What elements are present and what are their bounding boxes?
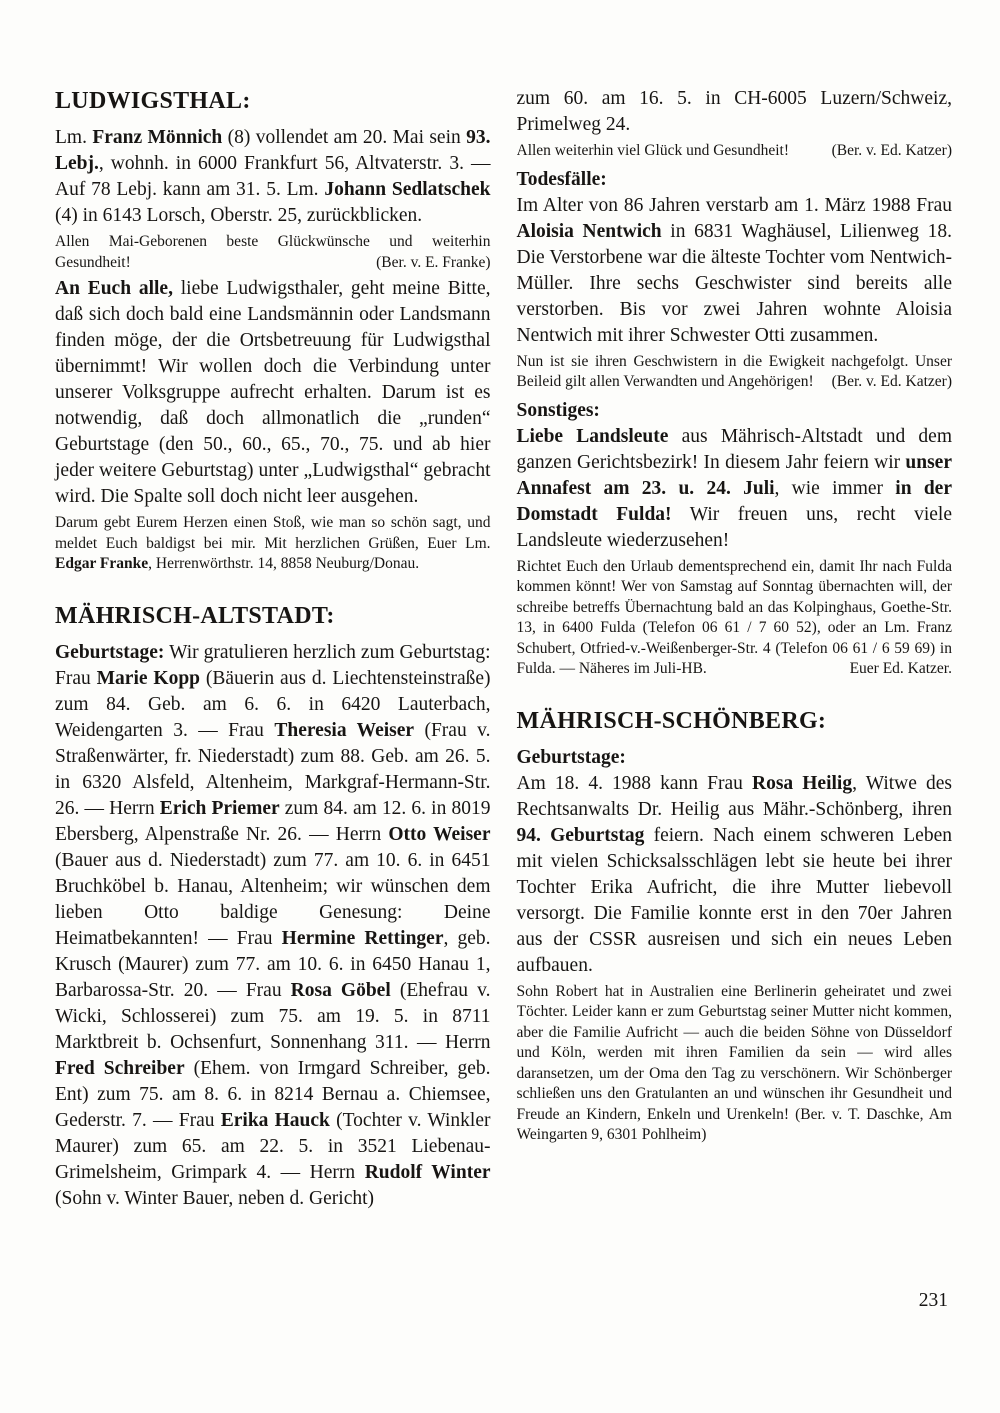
bold-text-run: Rosa Göbel — [290, 979, 391, 1001]
bold-text-run: Todesfälle: — [516, 168, 607, 190]
bold-text-run: Theresia Weiser — [274, 719, 415, 741]
text-run: (Bäuerin aus d. Liechtensteinstraße) zum 84. Geb. am 6. 6. in 6420 Lauterbach, Weidengarten 3. — Frau — [55, 667, 491, 741]
bold-text-run: Geburtstage: — [55, 641, 165, 663]
bold-text-run: Franz Mönnich — [92, 127, 223, 148]
text-run: (8) vollendet am 20. Mai sein — [222, 127, 467, 148]
left-small-4 — [55, 513, 491, 575]
bold-text-run: Geburtstage: — [516, 746, 626, 768]
right-subheading-5 — [517, 398, 953, 424]
bold-text-run: unser Annafest am 23. u. 24. Juli — [516, 451, 952, 499]
bold-text-run: Erika Hauck — [220, 1109, 330, 1131]
bold-text-run: Erich Priemer — [159, 797, 280, 819]
text-run: , wie immer — [774, 477, 896, 499]
bold-text-run: in der Domstadt Fulda! — [516, 477, 952, 525]
left-small-2 — [55, 232, 491, 273]
bold-text-run: Rosa Heilig — [751, 772, 853, 794]
text-run: , geb. Krusch (Maurer) zum 77. am 10. 6. in 6450 Hanau 1, Barbarossa-Str. 20. — Frau — [55, 927, 491, 1001]
text-run: MÄHRISCH-ALTSTADT: — [55, 602, 335, 629]
right-para-10 — [517, 771, 953, 979]
right-para-0 — [517, 86, 953, 138]
left-para-3 — [55, 276, 491, 510]
right-small-11 — [517, 982, 953, 1146]
attribution-text: Euer Ed. Katzer. — [849, 660, 952, 677]
bold-text-run: Johann Sedlatschek — [324, 179, 491, 200]
text-run: Sohn Robert hat in Australien eine Berlinerin geheiratet und zwei Töchter. Leider kann er zum Geburtstag seiner Mutter nicht kommen, aber die Familie Aufricht — auch die beiden Söhne von Düsseldorf und Köln, werden mit ihren Familien da sein — wird alles daransetzen, um der Oma den Tag zu verschönern. Wir Schönberger schließen uns den Gratulanten an und wünschen ihr Gesundheit und Freude an Kindern, Enkeln und Urenkeln! (Ber. v. T. Daschke, Am Weingarten 9, 6301 Pohlheim) — [516, 982, 952, 1143]
text-run: aus Mährisch-Altstadt und dem ganzen Gerichtsbezirk! In diesem Jahr feiern wir — [516, 425, 952, 473]
text-run: , Herrenwörthstr. 14, 8858 Neuburg/Donau. — [148, 555, 420, 572]
right-subheading-9 — [517, 745, 953, 771]
attribution-text: (Ber. v. Ed. Katzer) — [831, 142, 952, 159]
text-run: in 6831 Waghäusel, Lilienweg 18. Die Verstorbene war die älteste Tochter vom Nentwich-Müller. Ihre sechs Geschwister sind bereits alle verstorben. Bis vor zwei Jahren wohnte Aloisia Nentwich mit ihrer Schwester Otti zusammen. — [516, 220, 953, 346]
bold-text-run: Edgar Franke — [55, 555, 149, 572]
right-para-6 — [517, 424, 953, 554]
page-number: 231 — [918, 1290, 948, 1311]
right-para-3 — [517, 193, 953, 349]
text-run: zum 84. am 12. 6. in 8019 Ebersberg, Alpenstraße Nr. 26. — Herrn — [55, 797, 491, 845]
text-run: , wohnh. in 6000 Frankfurt 56, Altvaterstr. 3. — Auf 78 Lebj. kann am 31. 5. Lm. — [55, 153, 491, 200]
bold-text-run: 93. Lebj. — [55, 127, 491, 174]
bold-text-run: 94. Geburtstag — [516, 824, 645, 846]
attribution-text: (Ber. v. E. Franke) — [376, 253, 491, 271]
text-run: , Witwe des Rechtsanwalts Dr. Heilig aus Mähr.-Schönberg, ihren — [516, 772, 953, 820]
text-run: Lm. — [55, 127, 93, 148]
text-run: Allen Mai-Geborenen beste Glückwünsche und weiterhin Gesundheit! — [55, 233, 491, 271]
text-run: Richtet Euch den Urlaub dementsprechend ein, damit Ihr nach Fulda kommen könnt! Wer von Samstag auf Sonntag übernachten will, der schreibe betreffs Übernachtung bald an das Kolpinghaus, Goethe-Str. 13, in 6400 Fulda (Telefon 06 61 / 7 60 52), oder an Lm. Franz Schubert, Otfried-v.-Weißenberger-Str. 4 (Telefon 06 61 / 6 59 69) in Fulda. — Näheres im Juli-HB. — [516, 557, 952, 677]
left-heading-5 — [55, 601, 491, 631]
bold-text-run: Fred Schreiber — [55, 1057, 185, 1079]
text-run: (Ehefrau v. Wicki, Schlosserei) zum 75. am 19. 5. in 8711 Marktbreit b. Ochsenfurt, Sonnenhang 311. — Herrn — [55, 979, 491, 1053]
bold-text-run: Aloisia Nentwich — [516, 220, 662, 242]
left-para-1 — [55, 125, 491, 229]
right-column — [517, 86, 953, 1149]
text-run: zum 60. am 16. 5. in CH-6005 Luzern/Schweiz, Primelweg 24. — [516, 88, 952, 135]
bold-text-run: Otto Weiser — [388, 823, 491, 845]
text-run: Wir freuen uns, recht viele Landsleute wiederzusehen! — [516, 503, 953, 551]
bold-text-run: An Euch alle, — [55, 278, 173, 299]
right-small-7 — [517, 557, 953, 680]
text-run: (Bauer aus d. Niederstadt) zum 77. am 10. 6. in 6451 Bruchköbel b. Hanau, Altenheim; wir wünschen dem lieben Otto baldige Genesung: Deine Heimatbekannten! — Frau — [55, 849, 491, 949]
text-run: liebe Ludwigsthaler, geht meine Bitte, daß sich doch bald eine Landsmännin oder Landsmann finden möge, der die Ortsbetreuung für Ludwigsthal übernimmt! Wir wollen doch die Verbindung unter unserer Volksgruppe aufrecht erhalten. Darum ist es notwendig, daß doch allmonatlich die „runden“ Geburtstage (den 50., 60., 65., 70., 75. und ab hier jeder weitere Geburtstag) unter „Ludwigsthal“ gebracht wird. Die Spalte soll doch nicht leer ausgehen. — [55, 278, 491, 507]
text-run: (Ehem. von Irmgard Schreiber, geb. Ent) zum 75. am 8. 6. in 8214 Bernau a. Chiemsee, Gederstr. 7. — Frau — [55, 1057, 491, 1131]
left-heading-0 — [55, 86, 491, 116]
text-run: Wir gratulieren herzlich zum Geburtstag: Frau — [55, 641, 491, 689]
text-run: Im Alter von 86 Jahren verstarb am 1. März 1988 Frau — [516, 194, 952, 216]
text-run: Nun ist sie ihren Geschwistern in die Ewigkeit nachgefolgt. Unser Beileid gilt allen Verwandten und Angehörigen! — [516, 352, 952, 390]
text-run: Darum gebt Eurem Herzen einen Stoß, wie man so schön sagt, und meldet Euch baldigst bei mir. Mit herzlichen Grüßen, Euer Lm. — [55, 514, 491, 552]
left-para-6 — [55, 640, 491, 1212]
attribution-text: (Ber. v. Ed. Katzer) — [831, 373, 952, 390]
right-small-1 — [517, 141, 953, 162]
bold-text-run: Hermine Rettinger — [281, 927, 444, 949]
bold-text-run: Sonstiges: — [516, 399, 600, 421]
text-run: feiern. Nach einem schweren Leben mit vielen Schicksalsschlägen lebt sie heute bei ihrer Tochter Erika Aufricht, die ihre Mutter liebevoll versorgt. Die Familie konnte erst in den 70er Jahren aus der CSSR ausreisen und sich ein neues Leben aufbauen. — [516, 824, 952, 976]
text-run: (Sohn v. Winter Bauer, neben d. Gericht) — [55, 1187, 375, 1209]
text-run: (Frau v. Straßenwärter, fr. Niederstadt) zum 88. Geb. am 26. 5. in 6320 Alsfeld, Altenheim, Markgraf-Hermann-Str. 26. — Herrn — [55, 719, 491, 819]
text-run: Allen weiterhin viel Glück und Gesundheit! — [516, 142, 789, 159]
right-subheading-2 — [517, 167, 953, 193]
text-run: (4) in 6143 Lorsch, Oberstr. 25, zurückblicken. — [55, 205, 423, 226]
text-run: (Tochter v. Winkler Maurer) zum 65. am 22. 5. in 3521 Liebenau-Grimelsheim, Grimpark 4. — Herrn — [55, 1109, 491, 1183]
bold-text-run: Liebe Landsleute — [516, 425, 669, 447]
bold-text-run: Rudolf Winter — [364, 1161, 491, 1183]
text-run: Am 18. 4. 1988 kann Frau — [516, 772, 752, 794]
right-heading-8 — [517, 706, 953, 736]
text-run: MÄHRISCH-SCHÖNBERG: — [516, 707, 827, 734]
text-run: LUDWIGSTHAL: — [55, 88, 251, 114]
right-small-4 — [517, 352, 953, 393]
bold-text-run: Marie Kopp — [96, 667, 201, 689]
left-column — [55, 86, 491, 1212]
